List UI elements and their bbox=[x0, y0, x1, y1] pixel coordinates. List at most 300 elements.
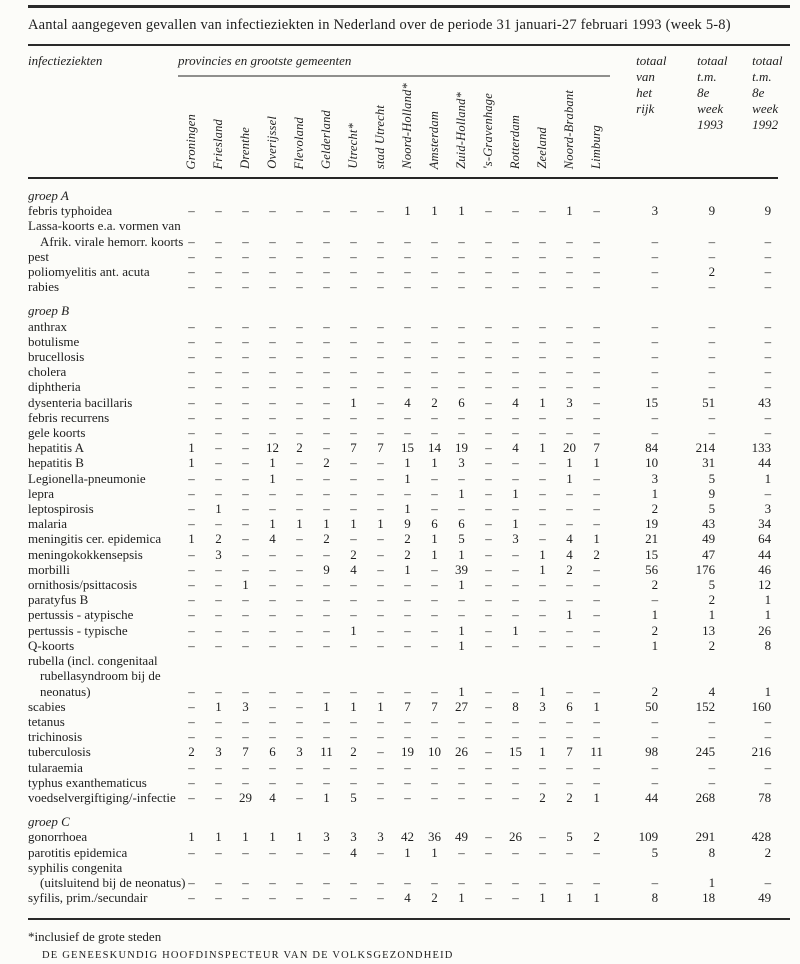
value-cell: – bbox=[593, 592, 600, 608]
value-cell: – bbox=[296, 546, 303, 562]
disease-label-line: malaria bbox=[28, 516, 67, 532]
table-row bbox=[28, 516, 778, 531]
value-cell: – bbox=[188, 233, 195, 249]
value-cell: 4 bbox=[512, 394, 519, 410]
value-cell: 3 bbox=[296, 744, 303, 760]
disease-label bbox=[28, 638, 178, 653]
value-cell: – bbox=[458, 713, 465, 729]
value-cell: – bbox=[512, 607, 519, 623]
total-cell: 5 bbox=[708, 501, 716, 517]
total-cell: – bbox=[708, 333, 716, 349]
total-cell: – bbox=[651, 318, 659, 334]
value-cell: – bbox=[485, 774, 492, 790]
value-cell: – bbox=[242, 318, 249, 334]
value-cell: – bbox=[188, 349, 195, 365]
disease-label bbox=[28, 577, 178, 592]
value-cell: 9 bbox=[323, 561, 330, 577]
value-cell: – bbox=[269, 874, 276, 890]
value-cell: – bbox=[512, 874, 519, 890]
value-cell: – bbox=[431, 637, 438, 653]
value-cell: – bbox=[296, 485, 303, 501]
value-cell: – bbox=[269, 622, 276, 638]
total-cell: – bbox=[708, 279, 716, 295]
value-cell: – bbox=[242, 364, 249, 380]
total-cell: 2 bbox=[764, 844, 772, 860]
group-row bbox=[28, 294, 778, 318]
value-cell: – bbox=[431, 248, 438, 264]
value-cell: – bbox=[404, 364, 411, 380]
value-cell: – bbox=[485, 829, 492, 845]
value-cell: – bbox=[269, 425, 276, 441]
diseases-column-header bbox=[28, 46, 178, 178]
value-cell: – bbox=[485, 729, 492, 745]
value-cell: 2 bbox=[350, 744, 357, 760]
value-cell: – bbox=[377, 683, 384, 699]
total-cell: 1 bbox=[764, 592, 772, 608]
value-cell: – bbox=[485, 279, 492, 295]
table-row bbox=[28, 547, 778, 562]
value-cell: – bbox=[485, 744, 492, 760]
disease-label bbox=[28, 218, 184, 249]
value-cell: – bbox=[485, 233, 492, 249]
value-cell: – bbox=[215, 561, 222, 577]
value-cell: – bbox=[296, 592, 303, 608]
value-cell: 3 bbox=[323, 829, 330, 845]
table-row bbox=[28, 349, 778, 364]
value-cell: – bbox=[350, 485, 357, 501]
value-cell: – bbox=[296, 455, 303, 471]
value-cell: – bbox=[458, 844, 465, 860]
disease-label-line: Afrik. virale hemorr. koorts bbox=[40, 233, 184, 249]
total-cell: 291 bbox=[695, 829, 716, 845]
total-cell: 51 bbox=[702, 394, 716, 410]
table-row bbox=[28, 592, 778, 607]
value-cell: – bbox=[431, 577, 438, 593]
value-cell: 4 bbox=[269, 531, 276, 547]
column-header-label: Limburg bbox=[589, 124, 604, 169]
column-header-label: Utrecht* bbox=[346, 123, 361, 169]
value-cell: – bbox=[323, 607, 330, 623]
value-cell: – bbox=[188, 318, 195, 334]
table-row bbox=[28, 249, 778, 264]
value-cell: – bbox=[431, 470, 438, 486]
value-cell: – bbox=[512, 349, 519, 365]
value-cell: – bbox=[593, 279, 600, 295]
disease-label bbox=[28, 501, 178, 516]
value-cell: 2 bbox=[404, 546, 411, 562]
infectious-diseases-table bbox=[28, 46, 783, 906]
total-cell: 214 bbox=[695, 440, 716, 456]
disease-label bbox=[28, 319, 178, 334]
value-cell: – bbox=[296, 233, 303, 249]
column-header-label: Overijssel bbox=[265, 116, 280, 169]
disease-label-line: anthrax bbox=[28, 318, 67, 334]
value-cell: – bbox=[323, 279, 330, 295]
value-cell: 1 bbox=[566, 203, 573, 219]
total-cell: – bbox=[651, 248, 659, 264]
disease-label bbox=[28, 440, 178, 455]
disease-label-line: poliomyelitis ant. acuta bbox=[28, 264, 150, 280]
total-cell: – bbox=[764, 279, 772, 295]
table-row bbox=[28, 860, 778, 890]
value-cell: – bbox=[188, 470, 195, 486]
value-cell: – bbox=[296, 789, 303, 805]
value-cell: 1 bbox=[323, 698, 330, 714]
value-cell: – bbox=[350, 874, 357, 890]
value-cell: – bbox=[377, 485, 384, 501]
value-cell: 11 bbox=[590, 744, 603, 760]
disease-label-line: hepatitis A bbox=[28, 440, 84, 456]
value-cell: – bbox=[242, 531, 249, 547]
total-cell: 46 bbox=[758, 561, 772, 577]
disease-label-line: meningitis cer. epidemica bbox=[28, 531, 162, 547]
value-cell: – bbox=[188, 683, 195, 699]
value-cell: – bbox=[485, 516, 492, 532]
value-cell: – bbox=[539, 264, 546, 280]
disease-label-line: pest bbox=[28, 248, 49, 264]
table-row bbox=[28, 607, 778, 622]
total-cell: – bbox=[651, 333, 659, 349]
value-cell: – bbox=[269, 248, 276, 264]
value-cell: – bbox=[215, 440, 222, 456]
value-cell: – bbox=[539, 874, 546, 890]
value-cell: – bbox=[512, 713, 519, 729]
total-cell: – bbox=[764, 333, 772, 349]
value-cell: – bbox=[431, 318, 438, 334]
disease-label bbox=[28, 471, 178, 486]
total-cell: – bbox=[708, 713, 716, 729]
total-cell: 5 bbox=[708, 577, 716, 593]
value-cell: – bbox=[377, 394, 384, 410]
disease-label-line: neonatus) bbox=[40, 683, 91, 699]
value-cell: 1 bbox=[539, 561, 546, 577]
value-cell: 2 bbox=[566, 561, 573, 577]
value-cell: – bbox=[512, 561, 519, 577]
value-cell: – bbox=[512, 333, 519, 349]
disease-label bbox=[28, 845, 178, 860]
total-cell: 2 bbox=[708, 592, 716, 608]
value-cell: 1 bbox=[539, 744, 546, 760]
value-cell: – bbox=[485, 455, 492, 471]
value-cell: – bbox=[593, 264, 600, 280]
value-cell: – bbox=[269, 379, 276, 395]
value-cell: – bbox=[566, 425, 573, 441]
value-cell: – bbox=[431, 774, 438, 790]
value-cell: – bbox=[323, 890, 330, 906]
value-cell: – bbox=[296, 394, 303, 410]
disease-label bbox=[28, 592, 178, 607]
group-label: groep A bbox=[28, 188, 69, 203]
value-cell: – bbox=[242, 622, 249, 638]
value-cell: – bbox=[458, 774, 465, 790]
value-cell: 1 bbox=[296, 516, 303, 532]
value-cell: – bbox=[350, 203, 357, 219]
total-cell: 216 bbox=[751, 744, 772, 760]
value-cell: 1 bbox=[458, 485, 465, 501]
value-cell: – bbox=[485, 501, 492, 517]
value-cell: – bbox=[539, 844, 546, 860]
disease-label-line: pertussis - typische bbox=[28, 622, 128, 638]
value-cell: 7 bbox=[350, 440, 357, 456]
value-cell: – bbox=[539, 774, 546, 790]
total-header-line: t.m. bbox=[697, 69, 717, 84]
value-cell: – bbox=[242, 409, 249, 425]
value-cell: – bbox=[431, 501, 438, 517]
value-cell: – bbox=[188, 394, 195, 410]
value-cell: – bbox=[269, 844, 276, 860]
value-cell: – bbox=[269, 546, 276, 562]
value-cell: – bbox=[485, 874, 492, 890]
value-cell: – bbox=[485, 622, 492, 638]
value-cell: – bbox=[188, 844, 195, 860]
value-cell: – bbox=[593, 501, 600, 517]
value-cell: – bbox=[593, 516, 600, 532]
value-cell: – bbox=[323, 874, 330, 890]
value-cell: – bbox=[485, 546, 492, 562]
disease-label-line: febris recurrens bbox=[28, 409, 110, 425]
value-cell: – bbox=[485, 890, 492, 906]
total-cell: 1 bbox=[651, 607, 659, 623]
value-cell: – bbox=[242, 485, 249, 501]
value-cell: – bbox=[485, 333, 492, 349]
value-cell: – bbox=[539, 349, 546, 365]
value-cell: – bbox=[215, 622, 222, 638]
value-cell: – bbox=[323, 713, 330, 729]
table-row bbox=[28, 790, 778, 805]
total-cell: 9 bbox=[708, 485, 716, 501]
value-cell: – bbox=[269, 683, 276, 699]
value-cell: – bbox=[296, 874, 303, 890]
disease-label-line: gele koorts bbox=[28, 425, 86, 441]
total-cell: 2 bbox=[651, 577, 659, 593]
value-cell: – bbox=[188, 789, 195, 805]
value-cell: 1 bbox=[404, 844, 411, 860]
value-cell: – bbox=[485, 203, 492, 219]
value-cell: – bbox=[323, 759, 330, 775]
column-header-overijssel bbox=[259, 76, 286, 178]
value-cell: 49 bbox=[455, 829, 468, 845]
value-cell: 1 bbox=[242, 577, 249, 593]
total-header-line: 8e week bbox=[697, 85, 724, 116]
value-cell: 1 bbox=[269, 470, 276, 486]
value-cell: – bbox=[512, 683, 519, 699]
total-cell: – bbox=[708, 409, 716, 425]
value-cell: – bbox=[404, 592, 411, 608]
value-cell: – bbox=[512, 501, 519, 517]
column-header-label: 's-Gravenhage bbox=[481, 92, 496, 169]
value-cell: – bbox=[593, 333, 600, 349]
table-row bbox=[28, 264, 778, 279]
disease-label-line: tuberculosis bbox=[28, 744, 91, 760]
value-cell: 1 bbox=[458, 637, 465, 653]
value-cell: – bbox=[485, 577, 492, 593]
total-cell: 2 bbox=[708, 264, 716, 280]
value-cell: – bbox=[404, 248, 411, 264]
value-cell: – bbox=[404, 637, 411, 653]
value-cell: – bbox=[323, 233, 330, 249]
value-cell: – bbox=[215, 248, 222, 264]
disease-label bbox=[28, 203, 178, 218]
value-cell: – bbox=[485, 318, 492, 334]
total-cell: 1 bbox=[764, 683, 772, 699]
value-cell: – bbox=[593, 561, 600, 577]
column-header-limburg bbox=[583, 76, 610, 178]
value-cell: 1 bbox=[431, 546, 438, 562]
total-cell: 18 bbox=[702, 890, 716, 906]
value-cell: – bbox=[242, 455, 249, 471]
value-cell: 1 bbox=[215, 698, 222, 714]
table-row bbox=[28, 744, 778, 759]
value-cell: – bbox=[458, 729, 465, 745]
value-cell: 4 bbox=[404, 890, 411, 906]
table-row bbox=[28, 562, 778, 577]
value-cell: – bbox=[242, 264, 249, 280]
value-cell: – bbox=[512, 364, 519, 380]
value-cell: – bbox=[593, 379, 600, 395]
value-cell: – bbox=[350, 501, 357, 517]
disease-label-line: rubella (incl. congenitaal bbox=[28, 653, 158, 669]
value-cell: – bbox=[431, 333, 438, 349]
value-cell: 4 bbox=[404, 394, 411, 410]
value-cell: – bbox=[188, 248, 195, 264]
value-cell: – bbox=[323, 440, 330, 456]
value-cell: – bbox=[377, 379, 384, 395]
value-cell: 6 bbox=[566, 698, 573, 714]
column-header-noord-brabant bbox=[556, 76, 583, 178]
column-header-utrecht bbox=[340, 76, 367, 178]
value-cell: – bbox=[215, 318, 222, 334]
value-cell: – bbox=[566, 233, 573, 249]
disease-label bbox=[28, 364, 178, 379]
value-cell: – bbox=[269, 279, 276, 295]
value-cell: – bbox=[377, 874, 384, 890]
value-cell: – bbox=[296, 844, 303, 860]
value-cell: 1 bbox=[215, 829, 222, 845]
value-cell: – bbox=[188, 379, 195, 395]
value-cell: – bbox=[188, 890, 195, 906]
disease-label-line: parotitis epidemica bbox=[28, 844, 128, 860]
total-cell: 1 bbox=[651, 485, 659, 501]
column-header-label: Groningen bbox=[184, 113, 199, 169]
disease-label-line: ornithosis/psittacosis bbox=[28, 577, 138, 593]
disease-label bbox=[28, 516, 178, 531]
total-cell: 21 bbox=[645, 531, 659, 547]
value-cell: – bbox=[539, 622, 546, 638]
value-cell: – bbox=[566, 501, 573, 517]
total-cell: 1 bbox=[651, 637, 659, 653]
total-cell: 1 bbox=[708, 607, 716, 623]
disease-label-line: paratyfus B bbox=[28, 592, 89, 608]
value-cell: – bbox=[485, 683, 492, 699]
disease-label-line: brucellosis bbox=[28, 349, 85, 365]
value-cell: – bbox=[539, 607, 546, 623]
total-header-line: totaal bbox=[697, 53, 728, 68]
total-cell: 26 bbox=[758, 622, 772, 638]
disease-label bbox=[28, 279, 178, 294]
value-cell: – bbox=[485, 637, 492, 653]
value-cell: – bbox=[566, 516, 573, 532]
value-cell: 2 bbox=[350, 546, 357, 562]
value-cell: 9 bbox=[404, 516, 411, 532]
value-cell: 1 bbox=[404, 470, 411, 486]
total-cell: – bbox=[764, 379, 772, 395]
value-cell: – bbox=[458, 233, 465, 249]
table-row bbox=[28, 203, 778, 218]
value-cell: – bbox=[296, 364, 303, 380]
column-header-label: Noord-Brabant bbox=[562, 89, 577, 169]
value-cell: – bbox=[539, 364, 546, 380]
table-row bbox=[28, 425, 778, 440]
value-cell: – bbox=[404, 349, 411, 365]
value-cell: 4 bbox=[566, 546, 573, 562]
value-cell: 1 bbox=[458, 577, 465, 593]
value-cell: – bbox=[296, 379, 303, 395]
value-cell: 1 bbox=[458, 683, 465, 699]
total-cell: 44 bbox=[645, 789, 659, 805]
total-cell: – bbox=[651, 425, 659, 441]
total-header-line: 1993 bbox=[697, 117, 724, 132]
value-cell: – bbox=[377, 349, 384, 365]
value-cell: – bbox=[431, 607, 438, 623]
value-cell: – bbox=[593, 470, 600, 486]
value-cell: – bbox=[539, 318, 546, 334]
disease-label-line: rabies bbox=[28, 279, 60, 295]
value-cell: 14 bbox=[428, 440, 441, 456]
value-cell: – bbox=[296, 759, 303, 775]
value-cell: – bbox=[350, 233, 357, 249]
value-cell: – bbox=[593, 622, 600, 638]
column-header-drenthe bbox=[232, 76, 259, 178]
value-cell: 1 bbox=[242, 829, 249, 845]
total-cell: 2 bbox=[651, 683, 659, 699]
value-cell: – bbox=[188, 637, 195, 653]
table-row bbox=[28, 364, 778, 379]
value-cell: – bbox=[350, 577, 357, 593]
disease-label-line: pertussis - atypische bbox=[28, 607, 134, 623]
value-cell: – bbox=[350, 455, 357, 471]
value-cell: 2 bbox=[593, 829, 600, 845]
provinces-group-header-label: provincies en grootste gemeenten bbox=[178, 53, 352, 68]
value-cell: – bbox=[539, 233, 546, 249]
value-cell: – bbox=[215, 874, 222, 890]
value-cell: – bbox=[296, 470, 303, 486]
value-cell: 1 bbox=[512, 485, 519, 501]
value-cell: – bbox=[485, 425, 492, 441]
value-cell: – bbox=[215, 844, 222, 860]
column-header-label: stad Utrecht bbox=[373, 104, 388, 169]
total-cell: – bbox=[651, 874, 659, 890]
total-cell: 8 bbox=[651, 890, 659, 906]
total-cell: – bbox=[708, 759, 716, 775]
value-cell: 1 bbox=[512, 516, 519, 532]
total-cell: – bbox=[708, 349, 716, 365]
value-cell: 29 bbox=[239, 789, 252, 805]
total-cell: – bbox=[764, 364, 772, 380]
column-header-rotterdam bbox=[502, 76, 529, 178]
value-cell: 2 bbox=[593, 546, 600, 562]
value-cell: 1 bbox=[539, 440, 546, 456]
value-cell: – bbox=[323, 622, 330, 638]
disease-label-line: (uitsluitend bij de neonatus) bbox=[40, 874, 186, 890]
value-cell: 15 bbox=[401, 440, 414, 456]
value-cell: – bbox=[485, 409, 492, 425]
value-cell: – bbox=[566, 485, 573, 501]
disease-label bbox=[28, 760, 178, 775]
total-header-line: totaal bbox=[636, 53, 667, 68]
value-cell: 26 bbox=[455, 744, 468, 760]
value-cell: – bbox=[458, 379, 465, 395]
value-cell: – bbox=[431, 425, 438, 441]
